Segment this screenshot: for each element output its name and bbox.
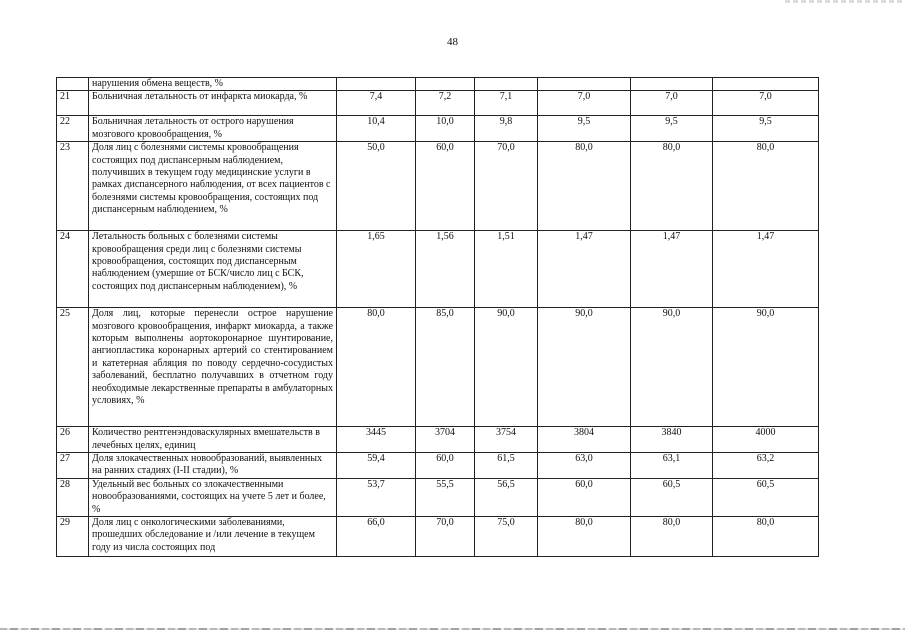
indicator-value-col-3: 3754 [475, 427, 538, 453]
indicator-value-col-2: 55,5 [416, 478, 475, 516]
indicator-value-col-4: 80,0 [538, 517, 631, 557]
indicator-value-col-2: 7,2 [416, 91, 475, 116]
table-row [57, 453, 819, 479]
table-row [57, 116, 819, 142]
indicator-value-col-4 [538, 78, 631, 91]
indicator-value-col-3: 7,1 [475, 91, 538, 116]
row-number: 29 [57, 517, 89, 557]
indicator-value-col-1: 80,0 [337, 308, 416, 427]
table-row [57, 308, 819, 427]
indicator-description [89, 308, 337, 427]
indicator-value-col-6: 63,2 [713, 453, 819, 479]
indicator-description [89, 453, 337, 479]
indicator-description-text: Удельный вес больных со злокачественными новообразованиями, состоящих на учете 5 лет и более, % [92, 478, 326, 515]
row-number: 26 [57, 427, 89, 453]
indicator-value-col-1 [337, 78, 416, 91]
indicator-value-col-2: 70,0 [416, 517, 475, 557]
indicator-value-col-6: 60,5 [713, 478, 819, 516]
indicators-table [56, 77, 819, 557]
indicator-value-col-2: 10,0 [416, 116, 475, 142]
indicator-value-col-6: 1,47 [713, 231, 819, 308]
table-body [57, 78, 819, 557]
indicator-description-text: Больничная летальность от инфаркта миокарда, % [92, 91, 308, 103]
indicator-value-col-4: 3804 [538, 427, 631, 453]
indicator-value-col-5: 90,0 [631, 308, 713, 427]
indicator-value-col-5 [631, 78, 713, 91]
indicator-value-col-5: 60,5 [631, 478, 713, 516]
indicator-description-text: Доля злокачественных новообразований, выявленных на ранних стадиях (I-II стадии), % [92, 453, 322, 477]
indicator-value-col-4: 7,0 [538, 91, 631, 116]
indicator-value-col-5: 9,5 [631, 116, 713, 142]
indicator-value-col-4: 80,0 [538, 142, 631, 231]
indicator-description-text: Летальность больных с болезнями системы кровообращения среди лиц с болезнями системы кровообращения, состоящих под диспансерным наблюдением (умершие от БСК/число лиц с БСК, состоящих под диспансерным наблюдением), % [92, 231, 304, 292]
indicator-value-col-4: 60,0 [538, 478, 631, 516]
row-number: 24 [57, 231, 89, 308]
row-number: 25 [57, 308, 89, 427]
indicator-value-col-1: 1,65 [337, 231, 416, 308]
indicator-value-col-1: 3445 [337, 427, 416, 453]
table-row [57, 231, 819, 308]
row-number: 28 [57, 478, 89, 516]
indicator-value-col-5: 1,47 [631, 231, 713, 308]
scan-edge-artifact [785, 0, 905, 3]
indicator-value-col-1: 59,4 [337, 453, 416, 479]
table-row [57, 427, 819, 453]
indicator-value-col-1: 7,4 [337, 91, 416, 116]
indicator-value-col-3: 56,5 [475, 478, 538, 516]
indicator-description-text: Доля лиц с болезнями системы кровообращения состоящих под диспансерным наблюдением, получивших в текущем году медицинские услуги в рамках диспансерного наблюдения, от всех пациентов с болезнями системы кровообращения, состоящих под диспансерным наблюдением, % [92, 142, 331, 216]
indicator-description [89, 91, 337, 116]
indicator-value-col-5: 80,0 [631, 142, 713, 231]
indicator-value-col-3 [475, 78, 538, 91]
indicator-value-col-3: 75,0 [475, 517, 538, 557]
table-row [57, 142, 819, 231]
indicator-value-col-1: 66,0 [337, 517, 416, 557]
indicator-value-col-2: 85,0 [416, 308, 475, 427]
table-row [57, 78, 819, 91]
row-number: 22 [57, 116, 89, 142]
indicator-value-col-4: 90,0 [538, 308, 631, 427]
table-row [57, 517, 819, 557]
indicator-value-col-6: 90,0 [713, 308, 819, 427]
indicator-value-col-5: 63,1 [631, 453, 713, 479]
indicator-value-col-3: 1,51 [475, 231, 538, 308]
indicator-value-col-6: 9,5 [713, 116, 819, 142]
indicator-value-col-2: 1,56 [416, 231, 475, 308]
indicator-value-col-1: 53,7 [337, 478, 416, 516]
indicator-description-text: Доля лиц с онкологическими заболеваниями, прошедших обследование и /или лечение в текущем году из числа состоящих под [92, 517, 315, 553]
indicator-value-col-6: 80,0 [713, 517, 819, 557]
indicator-value-col-5: 3840 [631, 427, 713, 453]
indicator-description [89, 231, 337, 308]
indicator-value-col-1: 10,4 [337, 116, 416, 142]
indicator-value-col-3: 90,0 [475, 308, 538, 427]
indicator-value-col-2: 60,0 [416, 453, 475, 479]
indicator-value-col-4: 63,0 [538, 453, 631, 479]
indicator-value-col-5: 80,0 [631, 517, 713, 557]
table-row [57, 91, 819, 116]
indicator-value-col-6: 80,0 [713, 142, 819, 231]
row-number [57, 78, 89, 91]
indicator-value-col-1: 50,0 [337, 142, 416, 231]
table-row [57, 478, 819, 516]
indicator-value-col-5: 7,0 [631, 91, 713, 116]
indicator-value-col-4: 9,5 [538, 116, 631, 142]
indicator-description [89, 427, 337, 453]
indicator-description [89, 116, 337, 142]
indicator-value-col-2: 3704 [416, 427, 475, 453]
indicator-description [89, 478, 337, 516]
indicator-value-col-6: 4000 [713, 427, 819, 453]
indicator-description [89, 517, 337, 557]
indicator-value-col-2 [416, 78, 475, 91]
row-number: 23 [57, 142, 89, 231]
indicator-value-col-6: 7,0 [713, 91, 819, 116]
indicator-value-col-4: 1,47 [538, 231, 631, 308]
indicator-description-text: Больничная летальность от острого нарушения мозгового кровообращения, % [92, 116, 294, 140]
indicator-description-text: Количество рентгенэндоваскулярных вмешательств в лечебных целях, единиц [92, 427, 320, 451]
indicator-value-col-3: 61,5 [475, 453, 538, 479]
indicator-value-col-3: 9,8 [475, 116, 538, 142]
indicator-description-text: Доля лиц, которые перенесли острое нарушение мозгового кровообращения, инфаркт миокарда, а также которым выполнены аортокоронарное шунтирование, ангиопластика коронарных артерий со стентированием и катетерная абляция по поводу сердечно-сосудистых заболеваний, бесплатно получавших в отчетном году необходимые лекарственные препараты в амбулаторных условиях, % [92, 308, 333, 407]
page-number: 48 [447, 36, 458, 48]
indicator-description-text: нарушения обмена веществ, % [92, 78, 223, 89]
indicator-description [89, 142, 337, 231]
scan-bottom-edge [0, 628, 905, 630]
row-number: 27 [57, 453, 89, 479]
indicator-description [89, 78, 337, 91]
indicator-value-col-2: 60,0 [416, 142, 475, 231]
row-number: 21 [57, 91, 89, 116]
indicator-value-col-3: 70,0 [475, 142, 538, 231]
indicator-value-col-6 [713, 78, 819, 91]
